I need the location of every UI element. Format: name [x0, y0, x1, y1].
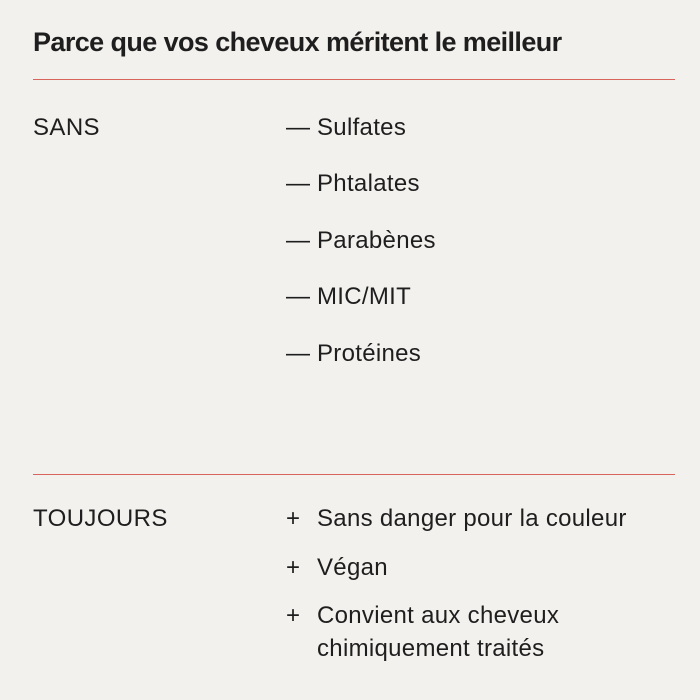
sans-list-item — [286, 280, 686, 313]
sans-list-item — [286, 224, 686, 257]
toujours-item-label: Sans danger pour la couleur — [317, 505, 627, 532]
dash-icon: — — [286, 283, 311, 310]
plus-icon: + — [286, 602, 301, 629]
section-label-sans: SANS — [33, 114, 100, 141]
sans-list-item — [286, 111, 686, 144]
sans-item-label: Phtalates — [317, 170, 420, 197]
divider-top — [33, 79, 675, 80]
sans-list-item — [286, 167, 686, 200]
page-title: Parce que vos cheveux méritent le meilleur — [33, 27, 562, 57]
plus-icon: + — [286, 505, 301, 532]
toujours-item-label: Convient aux cheveux chimiquement traités — [317, 602, 560, 662]
dash-icon: — — [286, 114, 311, 141]
dash-icon: — — [286, 340, 311, 367]
sans-item-label: MIC/MIT — [317, 283, 412, 310]
sans-list-item — [286, 337, 686, 370]
section-label-toujours: TOUJOURS — [33, 505, 168, 532]
divider-middle — [33, 474, 675, 475]
dash-icon: — — [286, 227, 311, 254]
toujours-list-item — [286, 551, 686, 584]
dash-icon: — — [286, 170, 311, 197]
toujours-item-label: Végan — [317, 554, 388, 581]
sans-item-label: Protéines — [317, 340, 422, 367]
toujours-list-item — [286, 502, 686, 535]
sans-item-label: Parabènes — [317, 227, 436, 254]
sans-item-label: Sulfates — [317, 114, 407, 141]
toujours-list-item — [286, 599, 646, 665]
plus-icon: + — [286, 554, 301, 581]
